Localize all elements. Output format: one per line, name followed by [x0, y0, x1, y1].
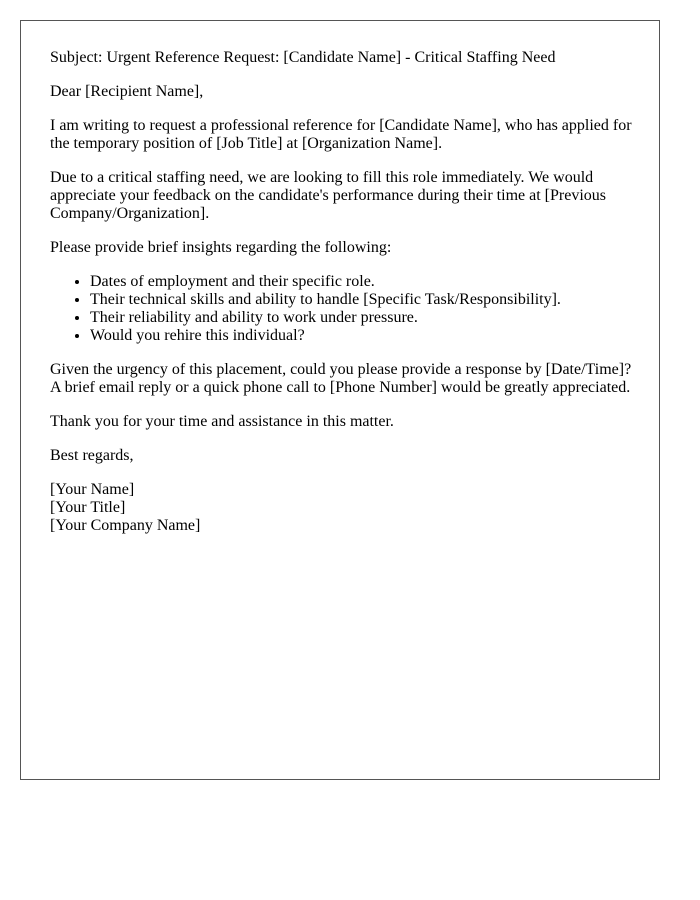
thank-you-paragraph: Thank you for your time and assistance in this matter.: [50, 413, 394, 430]
list-intro: Please provide brief insights regarding the following:: [50, 239, 392, 256]
signature-title: [Your Title]: [50, 499, 126, 516]
list-item: • Would you rehire this individual?: [90, 327, 640, 345]
signature-name: [Your Name]: [50, 481, 135, 498]
staffing-need-paragraph: Due to a critical staffing need, we are looking to fill this role immediately. We would appreciate your feedback on the candidate's performance during their time at [Previous Company/Organization].: [50, 169, 606, 222]
list-item: • Their technical skills and ability to handle [Specific Task/Responsibility].: [90, 291, 640, 309]
letter-body: [50, 49, 640, 535]
list-item: • Their reliability and ability to work under pressure.: [90, 309, 640, 327]
letter-frame: [20, 20, 660, 780]
signature-block: [50, 481, 640, 535]
signature-company: [Your Company Name]: [50, 517, 201, 534]
closing: Best regards,: [50, 447, 134, 464]
subject-line: Subject: Urgent Reference Request: [Candidate Name] - Critical Staffing Need: [50, 49, 556, 66]
urgency-paragraph: Given the urgency of this placement, could you please provide a response by [Date/Time]? A brief email reply or a quick phone call to [Phone Number] would be greatly appreciated.: [50, 361, 632, 396]
list-item: • Dates of employment and their specific role.: [90, 273, 640, 291]
insights-list: [50, 273, 640, 345]
intro-paragraph: I am writing to request a professional reference for [Candidate Name], who has applied for the temporary position of [Job Title] at [Organization Name].: [50, 117, 632, 152]
greeting: Dear [Recipient Name],: [50, 83, 204, 100]
